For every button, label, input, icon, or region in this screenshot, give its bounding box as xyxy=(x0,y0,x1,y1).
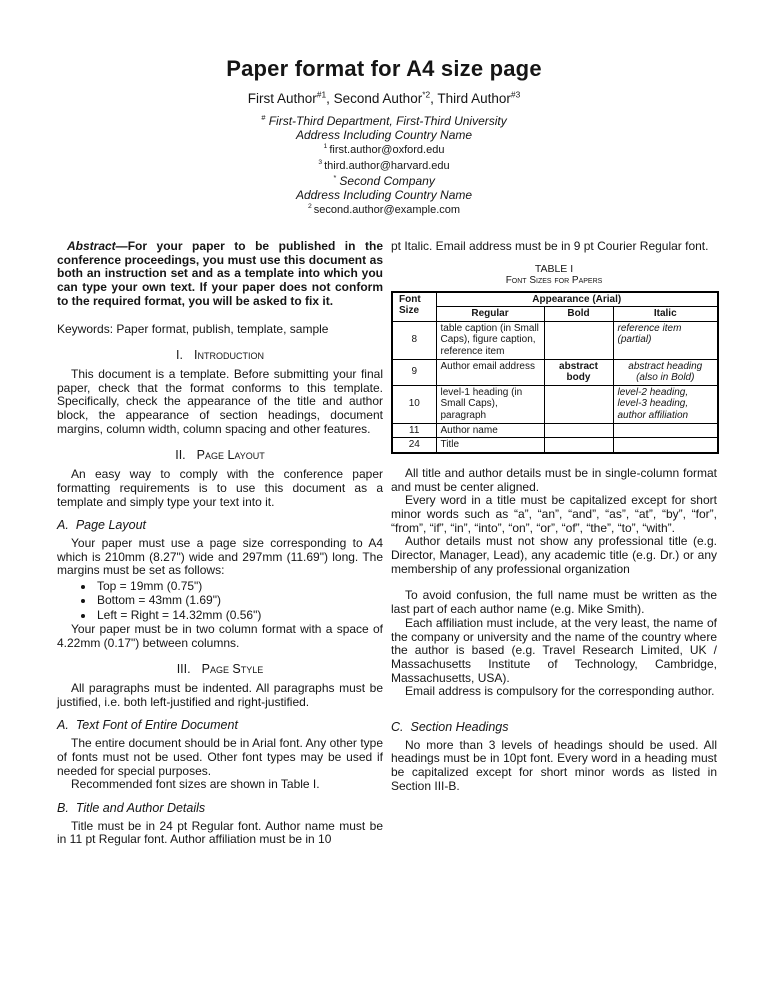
table-cell-regular: Author email address xyxy=(436,359,544,385)
body-paragraph: No more than 3 levels of headings should be used. All headings must be in 10pt font. Every word in a heading must be capitalized except for short minor words as listed in Section III-B. xyxy=(391,737,717,793)
body-paragraph: This document is a template. Before submitting your final paper, check that the format conforms to this template. Specifically, check the appearance of the title and author block, the appearance of section headings, document margins, column width, column spacing and other features. xyxy=(57,366,383,436)
author-superscript: #3 xyxy=(510,89,521,100)
table-cell-italic: level-2 heading, level-3 heading, author affiliation xyxy=(613,385,718,423)
affiliation-address: Address Including Country Name xyxy=(295,128,473,142)
table-row-size-9 xyxy=(392,359,718,385)
section-heading-page-layout xyxy=(57,449,383,463)
affiliation-company: Second Company xyxy=(339,174,435,188)
section-title: Page Style xyxy=(201,662,264,677)
abstract-paragraph xyxy=(57,240,383,309)
table-cell-regular: table caption (in Small Caps), figure caption, reference item xyxy=(436,321,544,359)
subsection-title: Text Font of Entire Document xyxy=(75,718,238,733)
body-paragraph: An easy way to comply with the conference paper formatting requirements is to use this document as a template and simply type your text into it. xyxy=(57,467,383,509)
subsection-title: Page Layout xyxy=(75,518,147,533)
table-cell-size: 9 xyxy=(392,359,436,385)
font-sizes-table xyxy=(391,291,719,454)
subsection-letter: B. xyxy=(57,800,69,815)
author-name: Second Author xyxy=(333,91,423,106)
email-address: second.author@example.com xyxy=(313,204,461,216)
email-line-second-author xyxy=(0,202,768,218)
table-cell-regular: Author name xyxy=(436,423,544,438)
body-paragraph: Recommended font sizes are shown in Table I. xyxy=(71,777,320,792)
abstract-text: For your paper to be published in the conference proceedings, you must use this document as both an instruction set and as a template into which you can type your own text. If your paper does not conform to the required format, you will be asked to fix it. xyxy=(57,239,383,308)
body-paragraph: Each affiliation must include, at the very least, the name of the company or university and the name of the country where the author is based (e.g. Travel Research Limited, UK / Massachusetts Institute of Technology, Cambridge, Massachusetts, USA). xyxy=(391,615,717,685)
margins-bullet-list xyxy=(57,579,383,622)
table-row-size-10 xyxy=(392,385,718,423)
keywords-line: Keywords: Paper format, publish, template, sample xyxy=(57,321,329,336)
table-caption-number: TABLE I xyxy=(534,262,574,275)
email-superscript: 3 xyxy=(318,159,323,167)
table-cell-italic xyxy=(613,438,718,453)
two-column-body xyxy=(0,240,768,847)
table-header-font-size: Font Size xyxy=(392,292,436,322)
affiliation-department-line xyxy=(0,114,768,128)
body-paragraph: To avoid confusion, the full name must be written as the last part of each author name (e.g. Mike Smith). xyxy=(391,588,717,617)
table-header-row xyxy=(392,292,718,307)
author-name: Third Author xyxy=(437,91,511,106)
left-column xyxy=(57,240,383,847)
table-cell-size: 8 xyxy=(392,321,436,359)
table-cell-bold xyxy=(544,438,613,453)
table-header-bold: Bold xyxy=(544,307,613,322)
email-address: first.author@oxford.edu xyxy=(329,144,445,156)
table-cell-size: 24 xyxy=(392,438,436,453)
author-superscript: #1 xyxy=(316,89,327,100)
table-row-size-11 xyxy=(392,423,718,438)
table-cell-regular: Title xyxy=(436,438,544,453)
table-header-regular: Regular xyxy=(436,307,544,322)
right-column xyxy=(391,240,717,847)
body-paragraph: All paragraphs must be indented. All paragraphs must be justified, i.e. both left-justified and right-justified. xyxy=(57,681,383,709)
section-number: III. xyxy=(176,662,191,677)
email-superscript: 1 xyxy=(323,143,328,151)
table-header-italic: Italic xyxy=(613,307,718,322)
table-header-appearance: Appearance (Arial) xyxy=(436,292,718,307)
body-paragraph: All title and author details must be in single-column format and must be center aligned. xyxy=(391,465,717,494)
table-row-size-8 xyxy=(392,321,718,359)
subsection-title: Section Headings xyxy=(410,720,509,735)
table-cell-bold xyxy=(544,321,613,359)
table-caption xyxy=(391,263,717,287)
body-paragraph: Every word in a title must be capitalized except for short minor words such as “a”, “an”, “and”, “as”, “at”, “by”, “for”, “from”, “if”, “in”, “into”, “on”, “or”, “of”, “the”, “to”, “with”. xyxy=(391,493,717,535)
body-paragraph: Author details must not show any professional title (e.g. Director, Manager, Lead), any academic title (e.g. Dr.) or any membership of any professional organization xyxy=(391,534,717,576)
table-caption-title: Font Sizes for Papers xyxy=(505,274,603,286)
body-paragraph: Email address is compulsory for the corresponding author. xyxy=(405,684,715,699)
section-heading-page-style xyxy=(57,663,383,677)
body-paragraph-continuation: pt Italic. Email address must be in 9 pt Courier Regular font. xyxy=(391,239,709,253)
table-cell-italic xyxy=(613,423,718,438)
paper-title: Paper format for A4 size page xyxy=(226,56,542,81)
table-cell-bold: abstract body xyxy=(544,359,613,385)
subsection-title: Title and Author Details xyxy=(75,800,206,815)
paper-header xyxy=(0,0,768,218)
bullet-item-bottom-margin: • Bottom = 43mm (1.69") xyxy=(95,593,383,607)
email-line-first-author xyxy=(0,142,768,158)
authors-line xyxy=(0,91,768,106)
table-cell-italic: abstract heading (also in Bold) xyxy=(613,359,718,385)
body-paragraph: Your paper must use a page size corresponding to A4 which is 210mm (8.27") wide and 297mm (11.69") long. The margins must be set as follows: xyxy=(57,535,383,578)
affiliation-address: Address Including Country Name xyxy=(295,188,473,202)
subsection-letter: A. xyxy=(57,718,69,733)
table-cell-italic: reference item (partial) xyxy=(613,321,718,359)
author-separator: , xyxy=(326,91,334,106)
email-address: third.author@harvard.edu xyxy=(324,160,450,172)
email-superscript: 2 xyxy=(307,203,312,211)
section-title: Page Layout xyxy=(196,448,265,463)
section-title: Introduction xyxy=(193,348,264,363)
subsection-letter: A. xyxy=(57,518,69,533)
subsection-letter: C. xyxy=(391,720,404,735)
subsection-heading-page-layout xyxy=(57,519,383,533)
affiliation-address-line xyxy=(0,128,768,142)
table-subheader-row xyxy=(392,307,718,322)
table-row-size-24 xyxy=(392,438,718,453)
affiliation-superscript: * xyxy=(333,173,337,182)
author-separator: , xyxy=(430,91,438,106)
email-line-third-author xyxy=(0,158,768,174)
bullet-item-left-right-margin: • Left = Right = 14.32mm (0.56") xyxy=(95,608,383,622)
body-paragraph: Title must be in 24 pt Regular font. Author name must be in 11 pt Regular font. Author affiliation must be in 10 xyxy=(57,818,383,847)
affiliation-department: First-Third Department, First-Third University xyxy=(268,114,507,128)
table-cell-size: 10 xyxy=(392,385,436,423)
abstract-label: Abstract— xyxy=(67,239,128,253)
table-cell-bold xyxy=(544,423,613,438)
subsection-heading-text-font xyxy=(57,719,383,733)
section-heading-introduction xyxy=(57,349,383,363)
subsection-heading-title-author-details xyxy=(57,802,383,816)
section-number: II. xyxy=(175,448,186,463)
subsection-heading-section-headings xyxy=(391,721,717,735)
section-number: I. xyxy=(176,348,183,363)
body-paragraph: Your paper must be in two column format with a space of 4.22mm (0.17") between columns. xyxy=(57,621,383,650)
body-paragraph: The entire document should be in Arial font. Any other type of fonts must not be used. Other font types may be used if needed for special purposes. xyxy=(57,736,383,778)
table-cell-size: 11 xyxy=(392,423,436,438)
author-superscript: *2 xyxy=(422,89,431,100)
bullet-item-top-margin: • Top = 19mm (0.75") xyxy=(95,579,383,593)
affiliation-superscript: # xyxy=(261,113,266,122)
table-cell-bold xyxy=(544,385,613,423)
table-cell-regular: level-1 heading (in Small Caps), paragraph xyxy=(436,385,544,423)
affiliation-company-line xyxy=(0,174,768,188)
author-name: First Author xyxy=(247,91,317,106)
affiliation-address-line xyxy=(0,188,768,202)
